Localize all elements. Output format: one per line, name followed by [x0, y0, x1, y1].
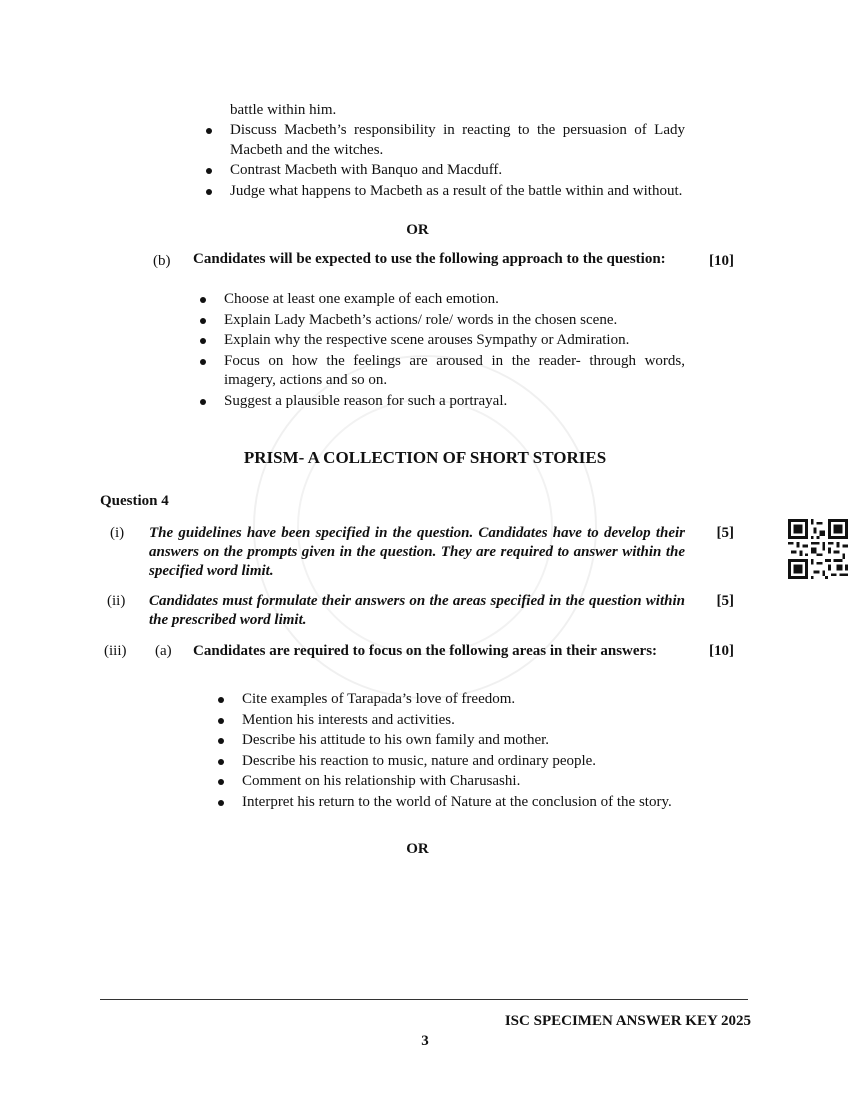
or-separator: OR — [406, 222, 429, 238]
q-iii-bullet-list — [242, 690, 685, 813]
footer-divider — [100, 999, 748, 1000]
bullet-icon — [218, 800, 224, 806]
bullet-icon — [206, 128, 212, 134]
q-i-marks: [5] — [716, 525, 734, 541]
part-b-heading: Candidates will be expected to use the following approach to the question: — [193, 251, 666, 267]
macbeth-bullet-list — [230, 121, 685, 202]
q-iii-label: (iii) — [104, 643, 127, 659]
part-b-label: (b) — [153, 253, 171, 269]
bullet-icon — [218, 738, 224, 744]
list-item: Judge what happens to Macbeth as a result of the battle within and without. — [230, 182, 685, 202]
list-item: Cite examples of Tarapada’s love of freedom. — [242, 690, 685, 710]
bullet-icon — [206, 189, 212, 195]
qr-code-icon — [788, 519, 848, 579]
q-iii-marks: [10] — [709, 643, 734, 659]
list-item: Suggest a plausible reason for such a portrayal. — [224, 392, 685, 412]
list-item: Comment on his relationship with Charusashi. — [242, 772, 685, 792]
list-item: Choose at least one example of each emotion. — [224, 290, 685, 310]
bullet-icon — [200, 338, 206, 344]
footer-title: ISC SPECIMEN ANSWER KEY 2025 — [504, 1013, 751, 1029]
page-number: 3 — [421, 1033, 429, 1049]
q-iii-sub-label: (a) — [155, 643, 172, 659]
list-item: Focus on how the feelings are aroused in the reader- through words, imagery, actions and so on. — [224, 352, 685, 391]
bullet-icon — [218, 759, 224, 765]
continued-bullet-text: battle within him. — [230, 102, 337, 118]
bullet-icon — [200, 359, 206, 365]
section-title: PRISM- A COLLECTION OF SHORT STORIES — [243, 448, 607, 467]
q-ii-marks: [5] — [716, 593, 734, 609]
q-i-text: The guidelines have been specified in the question. Candidates have to develop their answers on the prompts given in the question. They are required to answer within the specified word limit. — [149, 525, 685, 579]
question-label: Question 4 — [100, 493, 169, 509]
bullet-icon — [200, 297, 206, 303]
bullet-icon — [206, 168, 212, 174]
bullet-icon — [200, 318, 206, 324]
list-item: Interpret his return to the world of Nature at the conclusion of the story. — [242, 793, 685, 813]
list-item: Explain why the respective scene arouses Sympathy or Admiration. — [224, 331, 685, 351]
q-iii-heading: Candidates are required to focus on the following areas in their answers: — [193, 643, 658, 659]
part-b-bullet-list — [224, 290, 685, 412]
list-item: Explain Lady Macbeth’s actions/ role/ words in the chosen scene. — [224, 311, 685, 331]
list-item: Discuss Macbeth’s responsibility in reacting to the persuasion of Lady Macbeth and the witches. — [230, 121, 685, 160]
bullet-icon — [200, 399, 206, 405]
list-item: Mention his interests and activities. — [242, 711, 685, 731]
bullet-icon — [218, 779, 224, 785]
list-item: Contrast Macbeth with Banquo and Macduff. — [230, 161, 685, 181]
or-separator: OR — [406, 841, 429, 857]
list-item: Describe his reaction to music, nature and ordinary people. — [242, 752, 685, 772]
bullet-icon — [218, 718, 224, 724]
part-b-marks: [10] — [709, 253, 734, 269]
q-ii-label: (ii) — [107, 593, 126, 609]
q-ii-text: Candidates must formulate their answers on the areas specified in the question within the prescribed word limit. — [149, 593, 685, 628]
q-i-label: (i) — [110, 525, 125, 541]
list-item: Describe his attitude to his own family and mother. — [242, 731, 685, 751]
bullet-icon — [218, 697, 224, 703]
